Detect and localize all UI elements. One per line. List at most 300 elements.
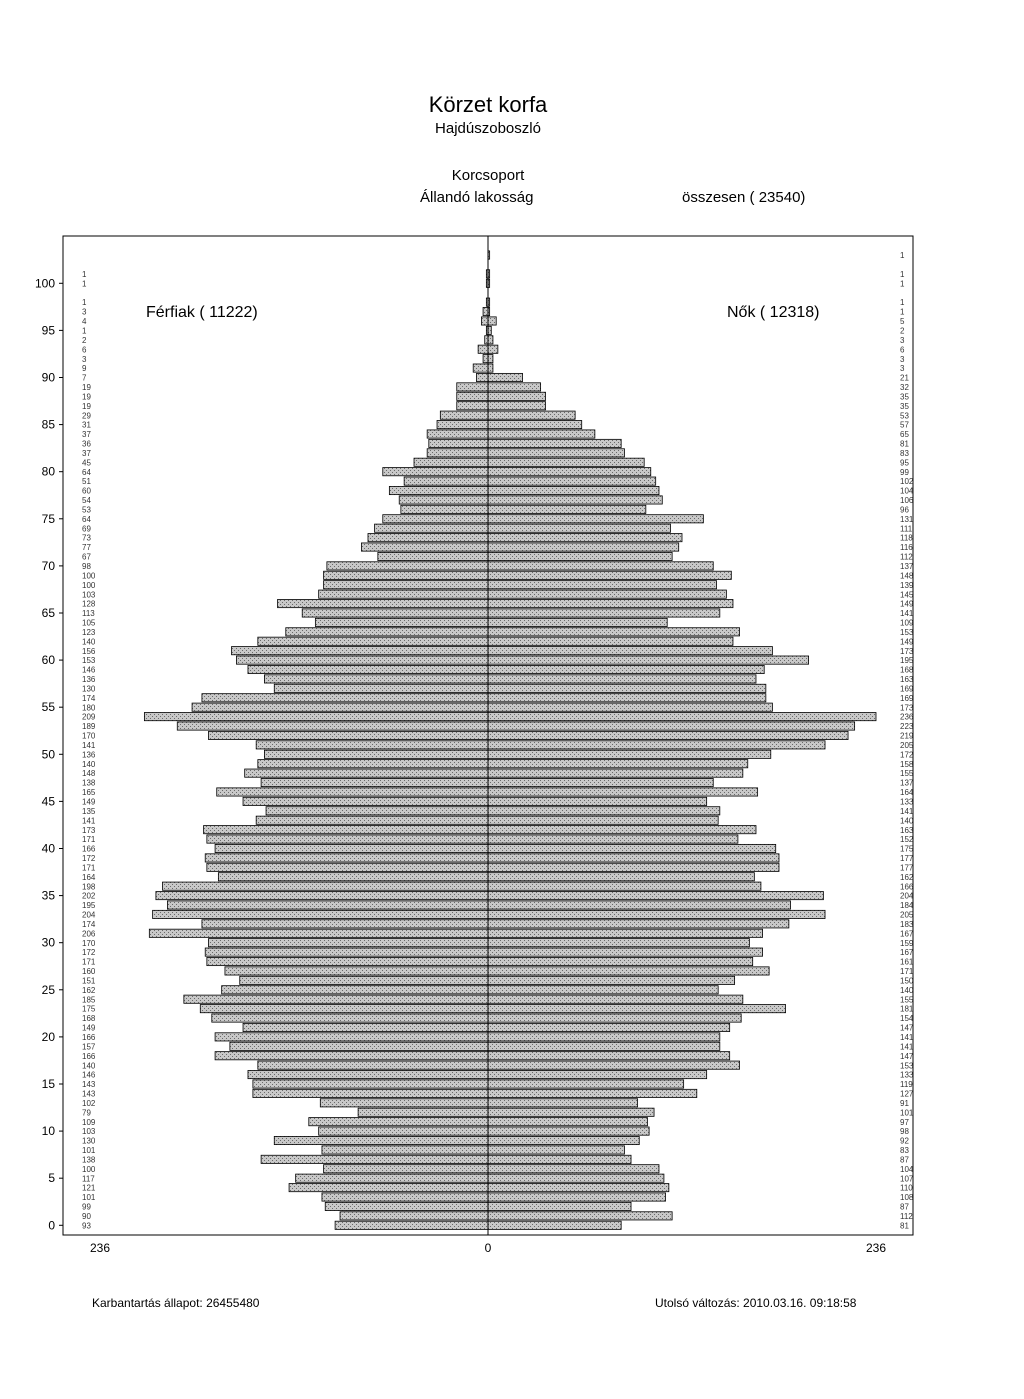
female-count-age-67: 145: [900, 590, 914, 600]
bar-male-age-67: [319, 590, 488, 598]
bar-female-age-68: [488, 581, 717, 589]
y-tick-label-50: 50: [41, 747, 55, 762]
bar-male-age-39: [205, 854, 488, 862]
male-count-age-18: 166: [82, 1051, 96, 1061]
group-label: Korcsoport: [451, 167, 525, 184]
bar-male-age-38: [207, 863, 488, 871]
bar-female-age-1: [488, 1212, 672, 1220]
female-count-age-69: 148: [900, 571, 914, 581]
female-count-age-8: 83: [900, 1146, 909, 1156]
bar-female-age-61: [488, 647, 772, 655]
bar-male-age-54: [144, 713, 488, 721]
bar-male-age-29: [205, 948, 488, 956]
bar-male-age-21: [243, 1023, 488, 1031]
bar-male-age-73: [368, 534, 488, 542]
male-count-age-66: 128: [82, 599, 96, 609]
female-count-age-97: 1: [900, 307, 905, 317]
bar-male-age-70: [327, 562, 488, 570]
bar-female-age-24: [488, 995, 743, 1003]
female-count-age-94: 3: [900, 335, 905, 345]
bar-female-age-26: [488, 976, 735, 984]
bar-female-age-70: [488, 562, 713, 570]
y-tick-label-30: 30: [41, 935, 55, 950]
female-count-age-18: 147: [900, 1051, 914, 1061]
male-count-age-92: 3: [82, 354, 87, 364]
female-count-age-59: 168: [900, 665, 914, 675]
bar-male-age-6: [324, 1165, 488, 1173]
y-tick-label-80: 80: [41, 464, 55, 479]
bar-male-age-69: [324, 571, 488, 579]
bar-male-age-83: [429, 439, 488, 447]
female-count-age-73: 118: [900, 533, 913, 543]
bar-female-age-96: [488, 317, 496, 325]
y-tick-label-20: 20: [41, 1029, 55, 1044]
y-tick-label-90: 90: [41, 370, 55, 385]
female-count-age-6: 104: [900, 1164, 914, 1174]
bar-female-age-21: [488, 1023, 730, 1031]
male-count-age-8: 101: [82, 1146, 96, 1156]
bar-male-age-89: [457, 383, 488, 391]
male-count-age-25: 162: [82, 985, 96, 995]
female-count-age-83: 81: [900, 439, 909, 449]
bar-male-age-42: [204, 826, 488, 834]
x-tick-label-2: 236: [865, 1241, 887, 1255]
female-count-age-62: 149: [900, 637, 914, 647]
bar-female-age-75: [488, 515, 703, 523]
male-count-age-55: 180: [82, 703, 96, 713]
bar-male-age-74: [375, 524, 488, 532]
female-count-age-45: 133: [900, 797, 914, 807]
bar-female-age-59: [488, 665, 764, 673]
legend-male: Férfiak ( 11222): [146, 304, 258, 321]
female-count-age-80: 99: [900, 467, 909, 477]
male-count-age-101: 1: [82, 269, 87, 279]
bar-male-age-86: [440, 411, 488, 419]
female-count-age-15: 119: [900, 1080, 913, 1090]
male-count-age-11: 109: [82, 1117, 96, 1127]
female-count-age-71: 112: [900, 552, 913, 562]
male-count-age-58: 136: [82, 675, 96, 685]
bar-female-age-45: [488, 797, 707, 805]
male-count-age-13: 102: [82, 1098, 96, 1108]
bar-male-age-43: [256, 816, 488, 824]
bar-female-age-34: [488, 901, 791, 909]
bar-male-age-82: [427, 449, 488, 457]
male-count-age-65: 113: [82, 609, 95, 619]
female-count-age-89: 32: [900, 383, 909, 393]
population-label: Állandó lakosság: [420, 189, 534, 206]
bar-female-age-14: [488, 1089, 697, 1097]
bar-male-age-58: [264, 675, 488, 683]
bar-male-age-11: [309, 1118, 488, 1126]
total-label: összesen ( 23540): [682, 189, 806, 206]
bar-male-age-5: [296, 1174, 488, 1182]
bar-female-age-89: [488, 383, 541, 391]
male-count-age-69: 100: [82, 571, 96, 581]
bar-female-age-28: [488, 957, 753, 965]
y-tick-label-65: 65: [41, 605, 55, 620]
male-count-age-87: 19: [82, 401, 91, 411]
bar-male-age-10: [319, 1127, 488, 1135]
bar-female-age-52: [488, 731, 848, 739]
bar-male-age-22: [212, 1014, 488, 1022]
bar-male-age-32: [202, 920, 488, 928]
bar-male-age-14: [253, 1089, 488, 1097]
male-count-age-76: 53: [82, 505, 91, 515]
bar-male-age-28: [207, 957, 488, 965]
female-count-age-64: 109: [900, 618, 914, 628]
bar-male-age-50: [264, 750, 488, 758]
y-tick-label-100: 100: [34, 276, 55, 291]
female-count-age-91: 3: [900, 364, 905, 374]
female-count-age-13: 91: [900, 1098, 909, 1108]
bar-female-age-82: [488, 449, 624, 457]
male-count-age-57: 130: [82, 684, 96, 694]
location-name: Hajdúszoboszló: [435, 120, 541, 137]
male-count-age-49: 140: [82, 759, 96, 769]
bar-male-age-51: [256, 741, 488, 749]
male-count-age-36: 198: [82, 882, 96, 892]
bar-female-age-9: [488, 1136, 639, 1144]
bar-female-age-12: [488, 1108, 654, 1116]
female-count-age-22: 154: [900, 1014, 914, 1024]
bar-female-age-76: [488, 505, 646, 513]
female-count-age-43: 140: [900, 816, 914, 826]
female-count-age-50: 172: [900, 750, 914, 760]
female-count-age-34: 184: [900, 901, 914, 911]
female-count-age-20: 141: [900, 1032, 914, 1042]
bar-male-age-93: [478, 345, 488, 353]
bar-female-age-38: [488, 863, 779, 871]
male-count-age-6: 100: [82, 1164, 96, 1174]
y-tick-label-10: 10: [41, 1124, 55, 1139]
legend-female: Nők ( 12318): [727, 304, 820, 321]
bar-male-age-33: [153, 910, 488, 918]
female-count-age-31: 167: [900, 929, 914, 939]
male-count-age-71: 67: [82, 552, 91, 562]
male-count-age-70: 98: [82, 561, 91, 571]
male-count-age-84: 37: [82, 430, 91, 440]
male-count-age-81: 45: [82, 458, 91, 468]
female-count-age-9: 92: [900, 1136, 909, 1146]
last-change: Utolsó változás: 2010.03.16. 09:18:58: [655, 1296, 857, 1310]
bar-male-age-34: [167, 901, 488, 909]
female-count-age-23: 181: [900, 1004, 914, 1014]
bar-male-age-36: [162, 882, 488, 890]
bar-male-age-9: [274, 1136, 488, 1144]
male-count-age-33: 204: [82, 910, 96, 920]
female-count-age-78: 104: [900, 486, 914, 496]
bar-male-age-55: [192, 703, 488, 711]
bar-male-age-0: [335, 1221, 488, 1229]
male-count-age-41: 171: [82, 835, 96, 845]
male-count-age-72: 77: [82, 543, 91, 553]
bar-female-age-2: [488, 1202, 631, 1210]
male-count-age-44: 135: [82, 806, 96, 816]
female-count-age-21: 147: [900, 1023, 914, 1033]
female-count-age-19: 141: [900, 1042, 914, 1052]
female-count-age-39: 177: [900, 854, 914, 864]
male-count-age-15: 143: [82, 1080, 96, 1090]
male-count-age-7: 138: [82, 1155, 96, 1165]
female-count-age-36: 166: [900, 882, 914, 892]
bar-male-age-17: [258, 1061, 488, 1069]
male-count-age-82: 37: [82, 448, 91, 458]
female-count-age-1: 112: [900, 1211, 913, 1221]
bar-female-age-73: [488, 534, 682, 542]
bar-female-age-51: [488, 741, 825, 749]
male-count-age-64: 105: [82, 618, 96, 628]
female-count-age-48: 155: [900, 769, 914, 779]
male-count-age-47: 138: [82, 778, 96, 788]
male-count-age-31: 206: [82, 929, 96, 939]
female-count-age-75: 131: [900, 514, 914, 524]
male-count-age-50: 136: [82, 750, 96, 760]
male-count-age-67: 103: [82, 590, 96, 600]
female-count-age-66: 149: [900, 599, 914, 609]
bar-female-age-92: [488, 355, 493, 363]
bar-female-age-0: [488, 1221, 621, 1229]
bar-female-age-27: [488, 967, 769, 975]
bar-male-age-44: [266, 807, 488, 815]
female-count-age-47: 137: [900, 778, 914, 788]
male-count-age-16: 146: [82, 1070, 96, 1080]
bar-female-age-90: [488, 373, 523, 381]
female-count-age-92: 3: [900, 354, 905, 364]
bar-male-age-31: [149, 929, 488, 937]
bar-male-age-57: [274, 684, 488, 692]
male-count-age-9: 130: [82, 1136, 96, 1146]
female-count-age-74: 111: [900, 524, 913, 534]
bar-male-age-63: [286, 628, 488, 636]
y-tick-label-40: 40: [41, 841, 55, 856]
female-count-age-68: 139: [900, 580, 914, 590]
male-count-age-63: 123: [82, 627, 96, 637]
bar-female-age-66: [488, 599, 733, 607]
female-count-age-60: 195: [900, 656, 914, 666]
bar-female-age-10: [488, 1127, 649, 1135]
female-count-age-87: 35: [900, 401, 909, 411]
female-count-age-5: 107: [900, 1174, 914, 1184]
female-count-age-29: 167: [900, 948, 914, 958]
female-count-age-90: 21: [900, 373, 909, 383]
bar-female-age-78: [488, 486, 659, 494]
y-tick-label-35: 35: [41, 888, 55, 903]
bar-male-age-64: [315, 618, 488, 626]
male-count-age-40: 166: [82, 844, 96, 854]
bar-female-age-87: [488, 402, 546, 410]
male-count-age-14: 143: [82, 1089, 96, 1099]
female-count-age-79: 102: [900, 477, 914, 487]
male-count-age-29: 172: [82, 948, 96, 958]
y-tick-label-0: 0: [48, 1218, 55, 1233]
female-count-age-10: 98: [900, 1127, 909, 1137]
male-count-age-51: 141: [82, 740, 96, 750]
bar-male-age-47: [261, 778, 488, 786]
female-count-age-61: 173: [900, 646, 914, 656]
female-count-age-24: 155: [900, 995, 914, 1005]
bar-male-age-15: [253, 1080, 488, 1088]
bar-female-age-30: [488, 939, 749, 947]
bar-female-age-77: [488, 496, 662, 504]
bar-female-age-79: [488, 477, 656, 485]
bar-female-age-42: [488, 826, 756, 834]
male-count-age-60: 153: [82, 656, 96, 666]
bar-female-age-72: [488, 543, 679, 551]
bar-male-age-61: [232, 647, 488, 655]
bar-female-age-81: [488, 458, 644, 466]
male-count-age-26: 151: [82, 976, 96, 986]
male-count-age-27: 160: [82, 967, 96, 977]
female-count-age-33: 205: [900, 910, 914, 920]
y-tick-label-45: 45: [41, 794, 55, 809]
bar-female-age-19: [488, 1042, 720, 1050]
bar-female-age-16: [488, 1070, 707, 1078]
female-count-age-17: 153: [900, 1061, 914, 1071]
bar-male-age-7: [261, 1155, 488, 1163]
male-count-age-20: 166: [82, 1032, 96, 1042]
female-count-age-27: 171: [900, 967, 914, 977]
bar-female-age-86: [488, 411, 575, 419]
bar-female-age-62: [488, 637, 733, 645]
female-count-age-3: 108: [900, 1193, 914, 1203]
bar-female-age-65: [488, 609, 720, 617]
bar-female-age-25: [488, 986, 718, 994]
bar-male-age-12: [358, 1108, 488, 1116]
bar-male-age-26: [240, 976, 488, 984]
bar-male-age-97: [483, 307, 488, 315]
bar-male-age-20: [215, 1033, 488, 1041]
bar-male-age-62: [258, 637, 488, 645]
y-tick-label-55: 55: [41, 700, 55, 715]
female-count-age-42: 163: [900, 825, 914, 835]
chart-title: Körzet korfa: [428, 92, 548, 117]
female-count-age-103: 1: [900, 251, 905, 261]
bar-male-age-59: [248, 665, 488, 673]
bar-male-age-27: [225, 967, 488, 975]
male-count-age-61: 156: [82, 646, 96, 656]
bar-male-age-90: [476, 373, 488, 381]
male-count-age-43: 141: [82, 816, 96, 826]
male-count-age-77: 54: [82, 496, 91, 506]
bar-male-age-78: [389, 486, 488, 494]
male-count-age-100: 1: [82, 279, 87, 289]
bar-male-age-16: [248, 1070, 488, 1078]
male-count-age-39: 172: [82, 854, 96, 864]
bar-female-age-18: [488, 1052, 730, 1060]
female-count-age-101: 1: [900, 269, 905, 279]
bar-female-age-49: [488, 760, 748, 768]
male-count-age-97: 3: [82, 307, 87, 317]
female-count-age-49: 158: [900, 759, 914, 769]
bar-female-age-8: [488, 1146, 624, 1154]
male-count-age-32: 174: [82, 919, 96, 929]
female-count-age-28: 161: [900, 957, 914, 967]
female-count-age-81: 95: [900, 458, 909, 468]
bar-female-age-32: [488, 920, 789, 928]
bar-female-age-31: [488, 929, 763, 937]
bar-female-age-64: [488, 618, 667, 626]
bar-female-age-84: [488, 430, 595, 438]
female-count-age-100: 1: [900, 279, 905, 289]
female-count-age-38: 177: [900, 863, 914, 873]
female-count-age-35: 204: [900, 891, 914, 901]
female-count-age-86: 53: [900, 411, 909, 421]
female-count-age-85: 57: [900, 420, 909, 430]
bar-male-age-87: [457, 402, 488, 410]
male-count-age-45: 149: [82, 797, 96, 807]
bar-male-age-56: [202, 694, 488, 702]
male-count-age-73: 73: [82, 533, 91, 543]
bar-female-age-93: [488, 345, 498, 353]
bar-male-age-23: [200, 1005, 488, 1013]
female-count-age-95: 2: [900, 326, 905, 336]
male-count-age-52: 170: [82, 731, 96, 741]
male-count-age-89: 19: [82, 383, 91, 393]
male-count-age-96: 4: [82, 317, 87, 327]
bar-female-age-88: [488, 392, 546, 400]
female-count-age-55: 173: [900, 703, 914, 713]
bar-male-age-81: [414, 458, 488, 466]
bar-male-age-41: [207, 835, 488, 843]
bar-male-age-85: [437, 420, 488, 428]
bar-female-age-40: [488, 844, 776, 852]
y-tick-label-95: 95: [41, 323, 55, 338]
bar-female-age-80: [488, 468, 651, 476]
female-count-age-76: 96: [900, 505, 909, 515]
male-count-age-94: 2: [82, 335, 87, 345]
bar-male-age-92: [483, 355, 488, 363]
y-tick-label-85: 85: [41, 417, 55, 432]
bar-female-age-85: [488, 420, 582, 428]
female-count-age-96: 5: [900, 317, 905, 327]
bar-female-age-54: [488, 713, 876, 721]
bar-male-age-45: [243, 797, 488, 805]
bar-female-age-3: [488, 1193, 666, 1201]
bar-male-age-68: [324, 581, 488, 589]
y-tick-label-60: 60: [41, 653, 55, 668]
female-count-age-84: 65: [900, 430, 909, 440]
female-count-age-52: 219: [900, 731, 914, 741]
bar-female-age-47: [488, 778, 713, 786]
female-count-age-37: 162: [900, 872, 914, 882]
female-count-age-46: 164: [900, 788, 914, 798]
female-count-age-53: 223: [900, 722, 914, 732]
male-count-age-74: 69: [82, 524, 91, 534]
bar-male-age-24: [184, 995, 488, 1003]
female-count-age-41: 152: [900, 835, 914, 845]
male-count-age-53: 189: [82, 722, 96, 732]
bar-female-age-44: [488, 807, 720, 815]
bar-male-age-19: [230, 1042, 488, 1050]
male-count-age-5: 117: [82, 1174, 95, 1184]
female-count-age-72: 116: [900, 543, 913, 553]
bar-male-age-75: [383, 515, 488, 523]
bar-female-age-50: [488, 750, 771, 758]
y-tick-label-15: 15: [41, 1076, 55, 1091]
female-count-age-82: 83: [900, 448, 909, 458]
female-count-age-25: 140: [900, 985, 914, 995]
female-count-age-51: 205: [900, 740, 914, 750]
female-count-age-56: 169: [900, 693, 914, 703]
bar-male-age-1: [340, 1212, 488, 1220]
male-count-age-19: 157: [82, 1042, 96, 1052]
bar-male-age-60: [236, 656, 488, 664]
y-tick-label-70: 70: [41, 558, 55, 573]
bar-female-age-29: [488, 948, 763, 956]
female-count-age-40: 175: [900, 844, 914, 854]
female-count-age-65: 141: [900, 609, 914, 619]
